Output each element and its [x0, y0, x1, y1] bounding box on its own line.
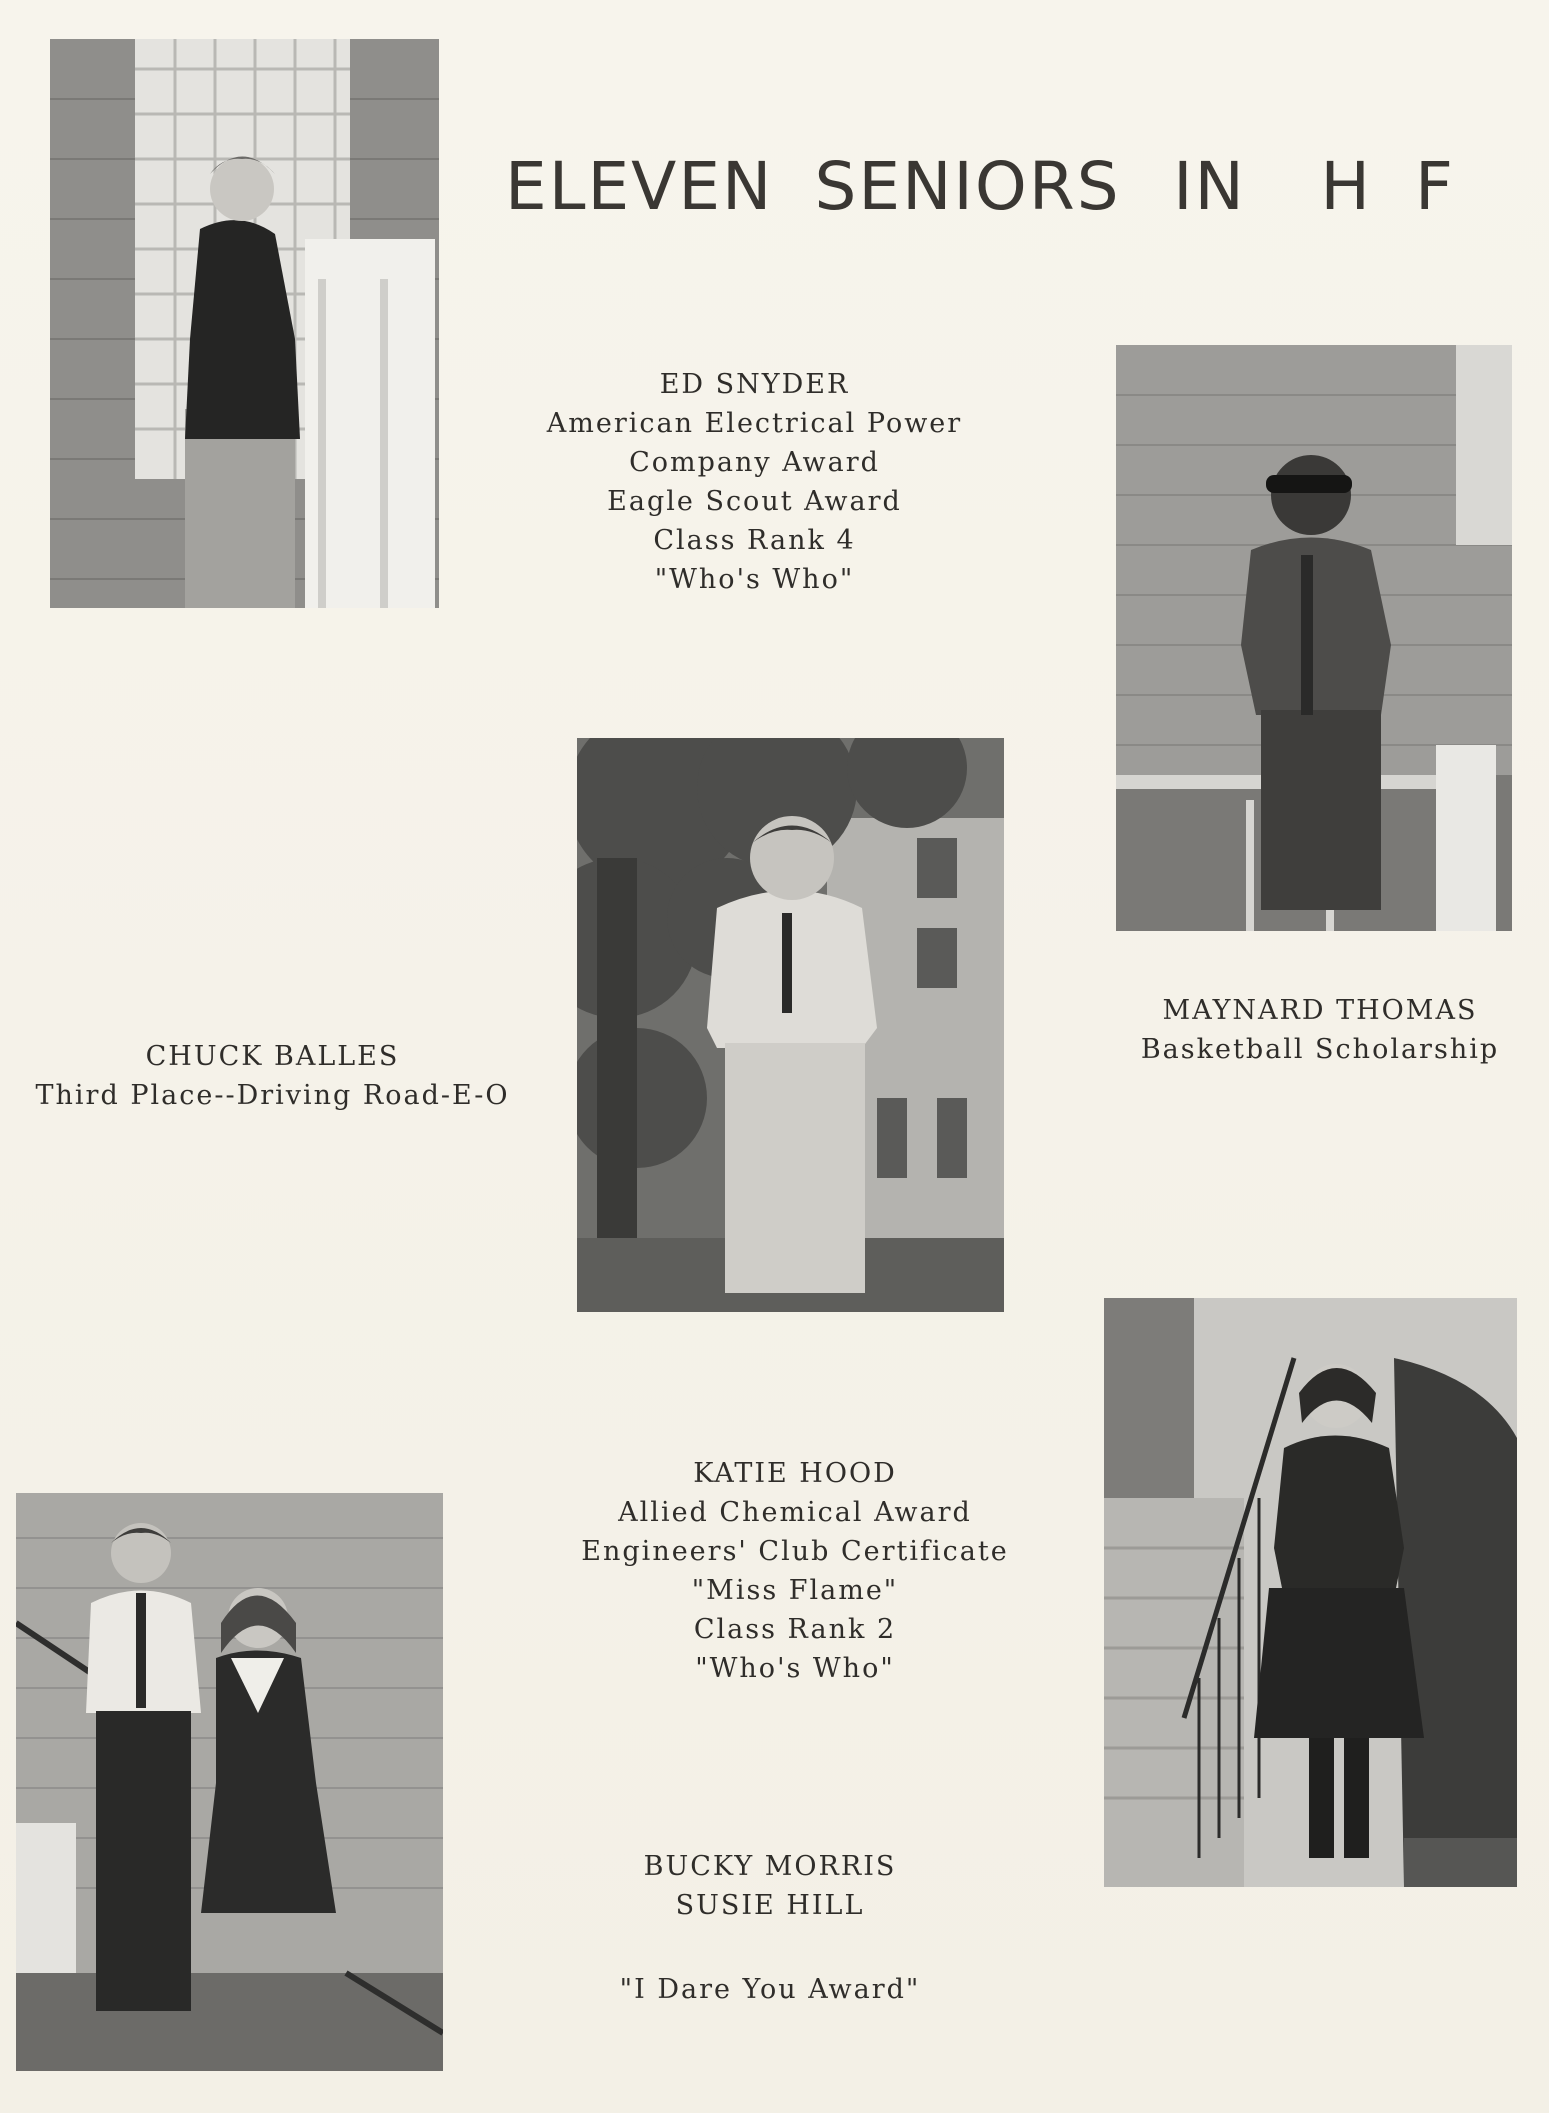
caption-katie-hood-line: Engineers' Club Certificate: [581, 1536, 1009, 1567]
caption-ed-snyder: [522, 365, 987, 599]
caption-chuck-balles: [0, 1037, 545, 1115]
caption-ed-snyder-line: Class Rank 4: [653, 525, 856, 556]
caption-susie-hill-name: SUSIE HILL: [675, 1890, 865, 1921]
caption-katie-hood-name: KATIE HOOD: [693, 1458, 897, 1489]
caption-bucky-susie-award: [570, 1970, 970, 2009]
caption-katie-hood-line: Class Rank 2: [693, 1614, 897, 1645]
caption-ed-snyder-line: "Who's Who": [654, 564, 855, 595]
caption-maynard-thomas-name: MAYNARD THOMAS: [1162, 995, 1478, 1026]
caption-bucky-susie: [570, 1847, 970, 1925]
photo-bucky-morris-susie-hill: [16, 1493, 443, 2071]
title-word-hf: H F: [1320, 148, 1465, 225]
caption-ed-snyder-line: American Electrical Power: [546, 408, 963, 439]
photo-ed-snyder: [50, 39, 439, 608]
caption-bucky-morris-name: BUCKY MORRIS: [643, 1851, 897, 1882]
photo-maynard-thomas: [1116, 345, 1512, 931]
caption-chuck-balles-line: Third Place--Driving Road-E-O: [35, 1080, 510, 1111]
caption-maynard-thomas-line: Basketball Scholarship: [1140, 1034, 1500, 1065]
caption-bucky-susie-award-line: "I Dare You Award": [619, 1974, 921, 2005]
caption-chuck-balles-name: CHUCK BALLES: [145, 1041, 400, 1072]
caption-katie-hood-line: "Miss Flame": [691, 1575, 899, 1606]
page-title: [505, 148, 1465, 225]
caption-katie-hood-line: "Who's Who": [695, 1653, 895, 1684]
caption-ed-snyder-name: ED SNYDER: [659, 369, 850, 400]
caption-katie-hood: [556, 1454, 1034, 1688]
caption-maynard-thomas: [1120, 991, 1520, 1069]
caption-ed-snyder-line: Eagle Scout Award: [607, 486, 902, 517]
caption-katie-hood-line: Allied Chemical Award: [618, 1497, 972, 1528]
title-word-seniors: SENIORS: [814, 148, 1121, 225]
photo-katie-hood: [1104, 1298, 1517, 1887]
caption-ed-snyder-line: Company Award: [629, 447, 880, 478]
title-word-in: IN: [1173, 148, 1246, 225]
title-word-eleven: ELEVEN: [505, 148, 774, 225]
photo-chuck-balles: [577, 738, 1004, 1312]
